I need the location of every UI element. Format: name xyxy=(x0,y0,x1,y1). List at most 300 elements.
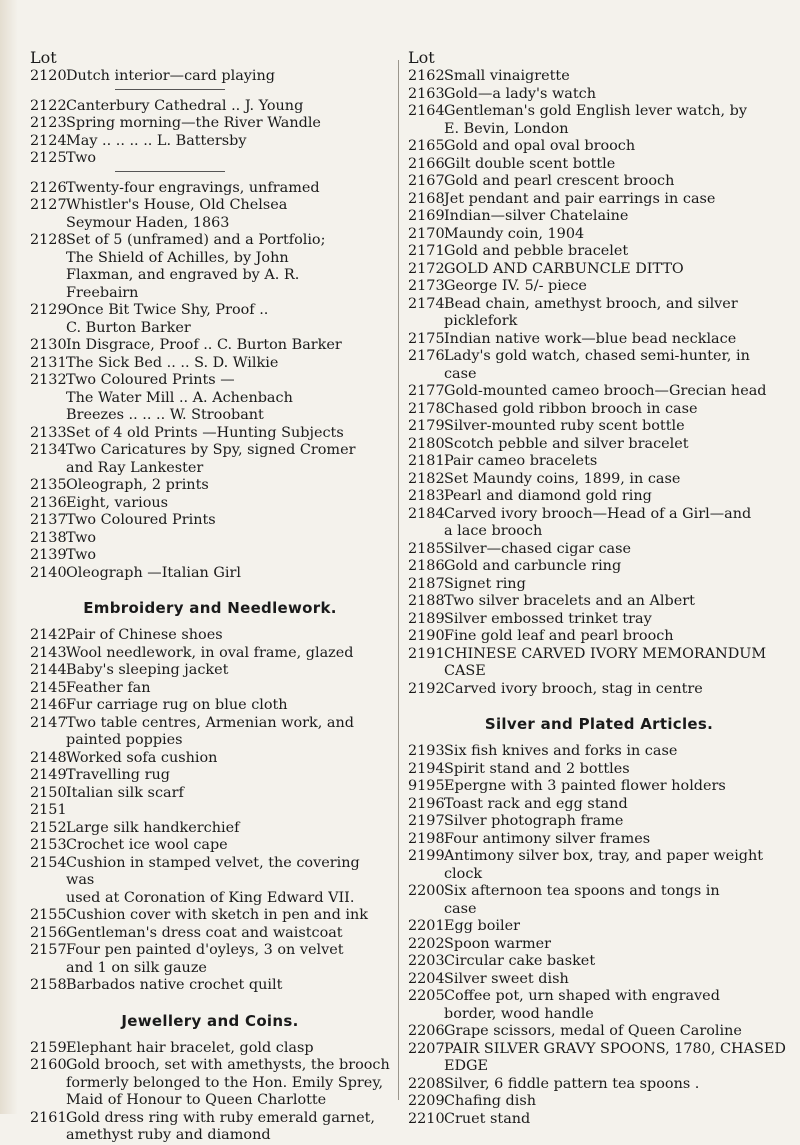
lot-number: 2153 xyxy=(30,837,67,853)
lot-number xyxy=(30,890,66,908)
lot-entry xyxy=(408,681,790,699)
lot-number: 2130 xyxy=(30,337,67,353)
lot-number xyxy=(30,407,66,425)
right-column xyxy=(408,48,790,1128)
lot-header-left: Lot xyxy=(30,48,57,67)
lot-description: Eight, various xyxy=(66,494,169,511)
lot-description: Two Coloured Prints — xyxy=(66,372,235,388)
lot-number: 2143 xyxy=(30,644,67,661)
lot-entry xyxy=(408,1041,790,1059)
lot-entry xyxy=(408,208,790,226)
lot-description: Antimony silver box, tray, and paper weight xyxy=(444,848,764,864)
lot-number: 2134 xyxy=(30,442,67,458)
left-column xyxy=(30,48,390,1145)
lot-number: 2177 xyxy=(408,383,445,399)
lot-description: Maid of Honour to Queen Charlotte xyxy=(66,1092,327,1108)
lot-entry xyxy=(30,267,390,285)
lot-description: Silver, 6 fiddle pattern tea spoons . xyxy=(444,1075,700,1092)
lot-entry xyxy=(30,662,390,680)
lot-entry xyxy=(30,250,390,268)
lot-entry xyxy=(30,1110,390,1128)
lot-description: picklefork xyxy=(444,313,518,329)
lot-description: Gentleman's gold English lever watch, by xyxy=(444,103,747,119)
lot-entry xyxy=(30,627,390,645)
lot-number: 2208 xyxy=(408,1075,445,1092)
heading-embroidery: Embroidery and Needlework. xyxy=(83,599,337,617)
column-divider xyxy=(398,60,399,1100)
lot-number: 2135 xyxy=(30,477,67,493)
lot-description: E. Bevin, London xyxy=(444,120,569,137)
lot-entry xyxy=(30,460,390,478)
lot-entry xyxy=(408,173,790,191)
lot-entry xyxy=(30,645,390,663)
lot-number: 2125 xyxy=(30,150,67,166)
lot-entry xyxy=(408,383,790,401)
lot-entry xyxy=(408,243,790,261)
lot-number: 2133 xyxy=(30,424,67,441)
lot-number: 2187 xyxy=(408,575,445,592)
left-group-b xyxy=(30,98,390,168)
lot-number: 2162 xyxy=(408,68,445,84)
left-group-e xyxy=(30,1040,390,1145)
lot-number: 2157 xyxy=(30,942,67,958)
lot-description: Signet ring xyxy=(444,575,526,592)
lot-entry xyxy=(408,348,790,366)
lot-description: Pearl and diamond gold ring xyxy=(444,488,652,504)
lot-number: 9195 xyxy=(408,778,445,794)
lot-description: EDGE xyxy=(444,1058,489,1074)
lot-number: 2148 xyxy=(30,749,67,766)
lot-entry xyxy=(408,436,790,454)
lot-number: 2171 xyxy=(408,243,445,259)
lot-number: 2129 xyxy=(30,302,67,318)
lot-header-right: Lot xyxy=(408,48,435,67)
lot-entry xyxy=(408,68,790,86)
lot-description: Breezes .. .. .. W. Stroobant xyxy=(66,407,264,423)
lot-entry xyxy=(408,628,790,646)
lot-number: 2146 xyxy=(30,697,67,713)
lot-entry xyxy=(408,523,790,541)
lot-description: Chafing dish xyxy=(444,1093,536,1109)
lot-description: The Shield of Achilles, by John xyxy=(66,249,289,266)
lot-number xyxy=(408,663,444,681)
lot-entry xyxy=(30,355,390,373)
lot-entry xyxy=(408,138,790,156)
lot-number: 2185 xyxy=(408,540,445,557)
short-rule-1 xyxy=(115,89,225,90)
lot-description: Gold and carbuncle ring xyxy=(444,558,622,574)
lot-number: 2155 xyxy=(30,907,67,923)
lot-entry xyxy=(408,611,790,629)
lot-number xyxy=(408,866,444,884)
lot-number: 2124 xyxy=(30,132,67,149)
lot-entry xyxy=(30,890,390,908)
lot-number: 2142 xyxy=(30,627,67,643)
lot-entry xyxy=(408,778,790,796)
lot-entry xyxy=(30,732,390,750)
lot-description: The Sick Bed .. .. S. D. Wilkie xyxy=(66,354,279,371)
lot-entry xyxy=(408,296,790,314)
lot-entry xyxy=(408,86,790,104)
lot-description: case xyxy=(444,365,477,382)
lot-entry xyxy=(408,796,790,814)
right-group-a xyxy=(408,68,790,698)
lot-description: Indian native work—blue bead necklace xyxy=(444,330,737,347)
lot-number: 2137 xyxy=(30,512,67,528)
lot-description: Silver-mounted ruby scent bottle xyxy=(444,418,685,434)
lot-description: and Ray Lankester xyxy=(66,459,204,476)
lot-number: 2198 xyxy=(408,830,445,847)
lot-description: Gold and pebble bracelet xyxy=(444,243,629,259)
lot-number: 2123 xyxy=(30,115,67,131)
lot-entry xyxy=(30,215,390,233)
lot-entry xyxy=(408,1076,790,1094)
lot-description: Indian—silver Chatelaine xyxy=(444,208,629,224)
lot-description: Two xyxy=(66,529,97,546)
heading-silver: Silver and Plated Articles. xyxy=(484,715,714,733)
lot-entry xyxy=(30,495,390,513)
page-binding-edge xyxy=(0,0,18,1114)
lot-number xyxy=(408,121,444,139)
lot-description: Two Coloured Prints xyxy=(66,512,216,528)
lot-description: Small vinaigrette xyxy=(444,68,570,84)
lot-number: 2200 xyxy=(408,883,445,899)
lot-description: Toast rack and egg stand xyxy=(444,795,628,812)
lot-description: used at Coronation of King Edward VII. xyxy=(66,889,355,906)
lot-description: GOLD AND CARBUNCLE DITTO xyxy=(444,260,684,277)
lot-entry xyxy=(30,925,390,943)
lot-number: 2181 xyxy=(408,453,445,469)
lot-entry xyxy=(408,471,790,489)
lot-description: Elephant hair bracelet, gold clasp xyxy=(66,1039,314,1056)
lot-number: 2126 xyxy=(30,179,67,196)
lot-description: Cruet stand xyxy=(444,1110,531,1127)
lot-number: 2132 xyxy=(30,372,67,388)
lot-description: Barbados native crochet quilt xyxy=(66,977,283,993)
lot-description: PAIR SILVER GRAVY SPOONS, 1780, CHASED xyxy=(444,1040,786,1057)
lot-entry xyxy=(30,942,390,960)
lot-description: Two silver bracelets and an Albert xyxy=(444,593,695,609)
lot-description: Fur carriage rug on blue cloth xyxy=(66,697,288,713)
lot-number xyxy=(408,313,444,331)
lot-entry xyxy=(30,1127,390,1145)
lot-description: Fine gold leaf and pearl brooch xyxy=(444,628,674,644)
lot-number: 2175 xyxy=(408,330,445,347)
lot-description: Worked sofa cushion xyxy=(66,749,218,766)
lot-entry xyxy=(408,506,790,524)
lot-entry xyxy=(30,1057,390,1075)
lot-number: 2194 xyxy=(408,760,445,777)
lot-entry xyxy=(30,960,390,978)
lot-description: Gold dress ring with ruby emerald garnet, xyxy=(66,1109,375,1126)
lot-number: 2160 xyxy=(30,1057,67,1073)
lot-number xyxy=(408,1058,444,1076)
lot-number xyxy=(30,390,66,408)
lot-entry xyxy=(408,866,790,884)
lot-number xyxy=(30,460,66,478)
lot-description: case xyxy=(444,900,477,917)
lot-entry xyxy=(408,488,790,506)
lot-number: 2163 xyxy=(408,85,445,102)
lot-number: 2165 xyxy=(408,138,445,154)
lot-entry xyxy=(408,646,790,664)
lot-entry xyxy=(408,558,790,576)
lot-description: Spring morning—the River Wandle xyxy=(66,115,321,131)
lot-description: border, wood handle xyxy=(444,1005,594,1022)
lot-description: Gold—a lady's watch xyxy=(444,85,596,102)
lot-number: 2178 xyxy=(408,400,445,417)
lot-description: Chased gold ribbon brooch in case xyxy=(444,400,698,417)
lot-entry xyxy=(408,401,790,419)
lot-number xyxy=(408,523,444,541)
lot-number xyxy=(30,250,66,268)
lot-description: Large silk handkerchief xyxy=(66,819,240,836)
lot-number: 2196 xyxy=(408,795,445,812)
lot-description: amethyst ruby and diamond xyxy=(66,1127,271,1143)
lot-entry xyxy=(30,680,390,698)
lot-description: Once Bit Twice Shy, Proof .. xyxy=(66,302,269,318)
lot-description: Carved ivory brooch, stag in centre xyxy=(444,680,703,697)
lot-entry xyxy=(30,697,390,715)
lot-description: Cushion cover with sketch in pen and ink xyxy=(66,907,368,923)
lot-number: 2131 xyxy=(30,354,67,371)
lot-entry xyxy=(30,767,390,785)
lot-description: Flaxman, and engraved by A. R. xyxy=(66,267,300,283)
lot-number: 2159 xyxy=(30,1039,67,1056)
lot-description: Four antimony silver frames xyxy=(444,830,651,847)
lot-entry xyxy=(30,68,390,86)
lot-description: Carved ivory brooch—Head of a Girl—and xyxy=(444,505,752,522)
lot-number: 2127 xyxy=(30,197,67,213)
lot-entry xyxy=(408,1111,790,1129)
lot-description: CHINESE CARVED IVORY MEMORANDUM xyxy=(444,645,767,662)
lot-description: Italian silk scarf xyxy=(66,784,184,801)
lot-number: 2206 xyxy=(408,1023,445,1039)
lot-number: 2197 xyxy=(408,813,445,829)
lot-entry xyxy=(30,785,390,803)
lot-entry xyxy=(408,1006,790,1024)
lot-entry xyxy=(408,576,790,594)
lot-number: 2166 xyxy=(408,155,445,172)
lot-number: 2139 xyxy=(30,547,67,563)
lot-entry xyxy=(408,831,790,849)
lot-description: Pair of Chinese shoes xyxy=(66,627,223,643)
lot-number xyxy=(408,901,444,919)
lot-number: 2138 xyxy=(30,529,67,546)
lot-description xyxy=(66,802,390,820)
lot-entry xyxy=(408,901,790,919)
left-group-a xyxy=(30,68,390,86)
lot-entry xyxy=(408,261,790,279)
lot-description: painted poppies xyxy=(66,732,183,748)
lot-entry xyxy=(408,918,790,936)
lot-number: 2182 xyxy=(408,470,445,487)
lot-number: 2207 xyxy=(408,1040,445,1057)
lot-number xyxy=(30,960,66,978)
lot-entry xyxy=(30,133,390,151)
lot-description: Crochet ice wool cape xyxy=(66,837,228,853)
left-group-d xyxy=(30,627,390,995)
lot-number: 2152 xyxy=(30,819,67,836)
lot-number: 2164 xyxy=(408,103,445,119)
left-group-c xyxy=(30,180,390,583)
lot-entry xyxy=(30,197,390,215)
lot-description: a lace brooch xyxy=(444,523,543,539)
lot-number: 2180 xyxy=(408,435,445,452)
lot-entry xyxy=(408,366,790,384)
lot-number: 2151 xyxy=(30,802,67,818)
lot-entry xyxy=(408,418,790,436)
lot-description: Silver embossed trinket tray xyxy=(444,610,652,627)
lot-entry xyxy=(30,302,390,320)
heading-jewellery: Jewellery and Coins. xyxy=(121,1011,299,1030)
lot-entry xyxy=(30,512,390,530)
lot-description: May .. .. .. .. L. Battersby xyxy=(66,132,247,149)
lot-description: Six afternoon tea spoons and tongs in xyxy=(444,883,720,899)
lot-entry xyxy=(408,191,790,209)
lot-description: Gold and opal oval brooch xyxy=(444,138,636,154)
lot-entry xyxy=(408,761,790,779)
lot-description: Gold-mounted cameo brooch—Grecian head xyxy=(444,383,767,399)
lot-description: Bead chain, amethyst brooch, and silver xyxy=(444,295,738,312)
lot-number: 2149 xyxy=(30,767,67,783)
lot-entry xyxy=(30,407,390,425)
lot-entry xyxy=(408,663,790,681)
lot-description: Six fish knives and forks in case xyxy=(444,743,678,759)
lot-description: Circular cake basket xyxy=(444,953,596,969)
lot-description: Set of 4 old Prints —Hunting Subjects xyxy=(66,424,344,441)
lot-number: 2191 xyxy=(408,645,445,662)
lot-number: 2190 xyxy=(408,628,445,644)
lot-description: Twenty-four engravings, unframed xyxy=(66,179,320,196)
lot-description: Silver—chased cigar case xyxy=(444,540,632,557)
lot-description: Dutch interior—card playing xyxy=(66,68,275,84)
lot-number: 2201 xyxy=(408,918,445,934)
lot-description: Freebairn xyxy=(66,284,139,301)
lot-description: Baby's sleeping jacket xyxy=(66,662,229,678)
lot-number: 2167 xyxy=(408,173,445,189)
lot-number xyxy=(408,1006,444,1024)
lot-entry xyxy=(408,813,790,831)
lot-description: In Disgrace, Proof .. C. Burton Barker xyxy=(66,337,342,353)
lot-description: Set Maundy coins, 1899, in case xyxy=(444,470,681,487)
lot-number: 2169 xyxy=(408,208,445,224)
lot-entry xyxy=(30,820,390,838)
lot-number: 2168 xyxy=(408,190,445,207)
lot-entry xyxy=(30,337,390,355)
lot-number: 2199 xyxy=(408,848,445,864)
lot-description: Gold brooch, set with amethysts, the brooch xyxy=(66,1057,390,1073)
lot-number xyxy=(30,732,66,750)
lot-entry xyxy=(408,971,790,989)
lot-description: Two xyxy=(66,150,97,166)
lot-description: Gilt double scent bottle xyxy=(444,155,616,172)
lot-description: Wool needlework, in oval frame, glazed xyxy=(66,644,354,661)
lot-number: 2120 xyxy=(30,68,67,84)
lot-number: 2158 xyxy=(30,977,67,993)
lot-description: Pair cameo bracelets xyxy=(444,453,598,469)
lot-description: Gentleman's dress coat and waistcoat xyxy=(66,924,343,941)
lot-entry xyxy=(408,988,790,1006)
lot-description: The Water Mill .. A. Achenbach xyxy=(66,389,293,406)
lot-description: Lady's gold watch, chased semi-hunter, in xyxy=(444,348,750,364)
lot-entry xyxy=(408,1093,790,1111)
lot-entry xyxy=(30,180,390,198)
lot-number: 2161 xyxy=(30,1109,67,1126)
lot-number: 2140 xyxy=(30,564,67,581)
lot-number: 2186 xyxy=(408,558,445,574)
lot-description: Canterbury Cathedral .. J. Young xyxy=(66,97,304,114)
lot-description: formerly belonged to the Hon. Emily Sprey, xyxy=(66,1074,384,1091)
lot-number xyxy=(30,320,66,338)
lot-number: 2170 xyxy=(408,225,445,242)
lot-description: Maundy coin, 1904 xyxy=(444,225,585,242)
lot-number: 2144 xyxy=(30,662,67,678)
lot-description: Silver photograph frame xyxy=(444,813,624,829)
lot-number xyxy=(30,1092,66,1110)
lot-number: 2174 xyxy=(408,295,445,312)
lot-number: 2128 xyxy=(30,232,67,248)
short-rule-2 xyxy=(115,171,225,172)
lot-description: Whistler's House, Old Chelsea xyxy=(66,197,288,213)
lot-number: 2202 xyxy=(408,935,445,952)
lot-entry xyxy=(408,848,790,866)
lot-number xyxy=(408,366,444,384)
lot-description: C. Burton Barker xyxy=(66,319,191,336)
lot-entry xyxy=(30,477,390,495)
lot-number: 2172 xyxy=(408,260,445,277)
lot-entry xyxy=(30,390,390,408)
lot-description: Four pen painted d'oyleys, 3 on velvet xyxy=(66,942,344,958)
lot-entry xyxy=(30,372,390,390)
lot-entry xyxy=(30,530,390,548)
lot-description: Cushion in stamped velvet, the covering was xyxy=(66,854,360,888)
lot-number xyxy=(30,1075,66,1093)
lot-number xyxy=(30,1127,66,1145)
lot-description: Epergne with 3 painted flower holders xyxy=(444,778,726,794)
lot-entry xyxy=(30,232,390,250)
lot-number: 2183 xyxy=(408,488,445,504)
lot-entry xyxy=(30,802,390,820)
lot-description: Travelling rug xyxy=(66,767,170,783)
lot-description: Two Caricatures by Spy, signed Cromer xyxy=(66,442,356,458)
lot-description: Oleograph, 2 prints xyxy=(66,477,209,493)
lot-entry xyxy=(408,1058,790,1076)
lot-description: Jet pendant and pair earrings in case xyxy=(444,190,716,207)
lot-number: 2147 xyxy=(30,714,67,731)
lot-description: Set of 5 (unframed) and a Portfolio; xyxy=(66,232,326,248)
lot-entry xyxy=(408,226,790,244)
lot-entry xyxy=(30,977,390,995)
lot-description: Spoon warmer xyxy=(444,935,552,952)
lot-description: Spirit stand and 2 bottles xyxy=(444,760,630,777)
lot-number: 2122 xyxy=(30,97,67,114)
lot-entry xyxy=(30,115,390,133)
lot-entry xyxy=(408,593,790,611)
lot-number: 2176 xyxy=(408,348,445,364)
lot-number: 2184 xyxy=(408,505,445,522)
lot-entry xyxy=(30,320,390,338)
lot-description: Egg boiler xyxy=(444,918,520,934)
lot-description: clock xyxy=(444,865,483,882)
lot-number xyxy=(30,285,66,303)
lot-entry xyxy=(30,837,390,855)
lot-entry xyxy=(30,750,390,768)
lot-number: 2188 xyxy=(408,593,445,609)
lot-number xyxy=(30,215,66,233)
lot-number: 2192 xyxy=(408,680,445,697)
lot-description: Silver sweet dish xyxy=(444,970,569,987)
